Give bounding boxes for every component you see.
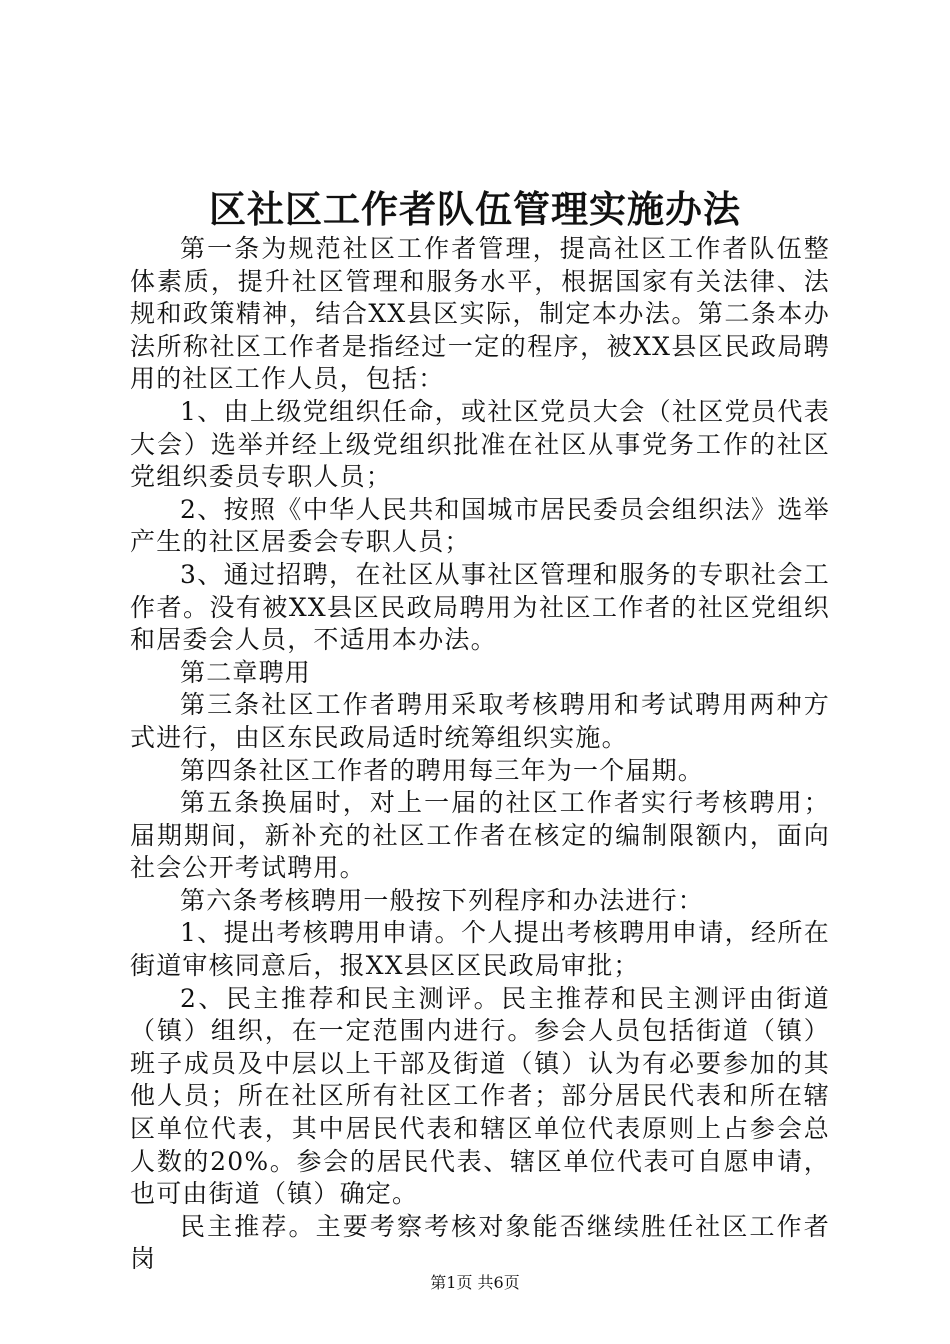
document-title: 区社区工作者队伍管理实施办法 [209,187,741,231]
paragraph: 第五条换届时，对上一届的社区工作者实行考核聘用；届期期间，新补充的社区工作者在核定的编制限额内，面向社会公开考试聘用。 [130,788,830,883]
paragraph: 1、由上级党组织任命，或社区党员大会（社区党员代表大会）选举并经上级党组织批准在社区从事党务工作的社区党组织委员专职人员； [130,396,830,492]
paragraph: 2、民主推荐和民主测评。民主推荐和民主测评由街道（镇）组织，在一定范围内进行。参会人员包括街道（镇）班子成员及中层以上干部及街道（镇）认为有必要参加的其他人员；所在社区所有社区工作者；部分居民代表和所在辖区单位代表，其中居民代表和辖区单位代表原则上占参会总人数的20%。参会的居民代表、辖区单位代表可自愿申请，也可由街道（镇）确定。 [130,983,830,1209]
paragraph: 2、按照《中华人民共和国城市居民委员会组织法》选举产生的社区居委会专职人员； [130,494,830,557]
paragraph: 1、提出考核聘用申请。个人提出考核聘用申请，经所在街道审核同意后，报XX县区区民政局审批； [130,918,830,981]
paragraph: 民主推荐。主要考察考核对象能否继续胜任社区工作者岗 [130,1211,830,1274]
chapter-heading: 第二章聘用 [180,657,312,687]
paragraph: 第三条社区工作者聘用采取考核聘用和考试聘用两种方式进行，由区东民政局适时统筹组织实施。 [130,690,830,752]
paragraph: 第四条社区工作者的聘用每三年为一个届期。 [180,755,705,785]
paragraph: 3、通过招聘，在社区从事社区管理和服务的专职社会工作者。没有被XX县区民政局聘用为社区工作者的社区党组织和居委会人员，不适用本办法。 [130,559,830,655]
document-body [130,233,830,1276]
page-footer: 第1页 共6页 [430,1273,520,1292]
paragraph: 第六条考核聘用一般按下列程序和办法进行： [180,885,705,915]
paragraph: 第一条为规范社区工作者管理，提高社区工作者队伍整体素质，提升社区管理和服务水平，根据国家有关法律、法规和政策精神，结合XX县区实际，制定本办法。第二条本办法所称社区工作者是指经过一定的程序，被XX县区民政局聘用的社区工作人员，包括： [130,234,830,394]
